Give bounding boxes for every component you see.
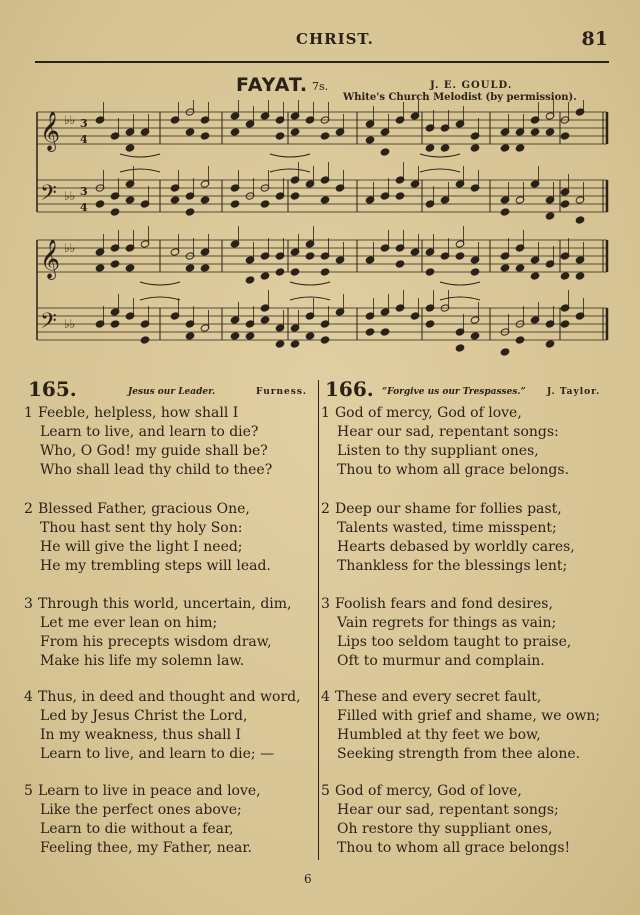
verse-text: God of mercy, God of love, bbox=[335, 405, 522, 421]
column-divider bbox=[318, 380, 319, 860]
stanza-number: 4 bbox=[321, 689, 330, 705]
svg-text:♭♭: ♭♭ bbox=[64, 189, 76, 203]
stanza-number: 2 bbox=[321, 501, 330, 517]
verse-text: In my weakness, thus shall I bbox=[40, 727, 242, 743]
verse-line bbox=[321, 404, 569, 423]
verse-text: From his precepts wisdom draw, bbox=[40, 634, 272, 650]
header-rule bbox=[35, 61, 609, 63]
verse-text: He my trembling steps will lead. bbox=[40, 558, 271, 574]
stanza-4 bbox=[24, 688, 301, 764]
verse-line bbox=[24, 595, 292, 614]
running-title: CHRIST. bbox=[296, 30, 374, 48]
verse-text: Who, O God! my guide shall be? bbox=[40, 443, 268, 459]
stanza-number: 3 bbox=[321, 596, 330, 612]
verse-line bbox=[24, 782, 261, 801]
hymn-number: 165. bbox=[28, 377, 77, 401]
stanza-3 bbox=[321, 595, 571, 671]
stanza-number: 1 bbox=[24, 405, 33, 421]
verse-line bbox=[321, 688, 600, 707]
verse-text: Learn to live, and learn to die; — bbox=[40, 746, 275, 762]
verse-line bbox=[321, 557, 575, 576]
verse-text: Foolish fears and fond desires, bbox=[335, 596, 553, 612]
hymn-header-166 bbox=[325, 377, 615, 401]
stanza-number: 3 bbox=[24, 596, 33, 612]
tune-source: White's Church Melodist (by permission). bbox=[343, 92, 577, 103]
verse-text: Deep our shame for follies past, bbox=[335, 501, 562, 517]
stanza-number: 4 bbox=[24, 689, 33, 705]
verse-text: Hearts debased by worldly cares, bbox=[337, 539, 575, 555]
verse-line bbox=[321, 839, 570, 858]
svg-text:𝄢: 𝄢 bbox=[40, 181, 57, 211]
tune-meter: 7s. bbox=[312, 80, 329, 93]
verse-line bbox=[24, 839, 261, 858]
verse-text: Lips too seldom taught to praise, bbox=[337, 634, 572, 650]
verse-line bbox=[24, 442, 272, 461]
verse-text: Listen to thy suppliant ones, bbox=[337, 443, 539, 459]
verse-line bbox=[24, 500, 271, 519]
svg-text:4: 4 bbox=[80, 133, 88, 146]
verse-line bbox=[24, 404, 272, 423]
page-number: 81 bbox=[581, 28, 608, 50]
verse-text: He will give the light I need; bbox=[40, 539, 243, 555]
verse-text: Humbled at thy feet we bow, bbox=[337, 727, 541, 743]
svg-text:𝄢: 𝄢 bbox=[40, 309, 57, 339]
verse-text: God of mercy, God of love, bbox=[335, 783, 522, 799]
stanza-1 bbox=[24, 404, 272, 480]
verse-line bbox=[321, 500, 575, 519]
verse-text: Oh restore thy suppliant ones, bbox=[337, 821, 553, 837]
verse-text: Hear our sad, repentant songs: bbox=[337, 424, 559, 440]
stanza-2 bbox=[321, 500, 575, 576]
hymn-title: Jesus our Leader. bbox=[128, 387, 216, 397]
verse-line bbox=[24, 614, 292, 633]
verse-line bbox=[24, 707, 301, 726]
stanza-number: 2 bbox=[24, 501, 33, 517]
svg-text:4: 4 bbox=[80, 201, 88, 214]
verse-text: Seeking strength from thee alone. bbox=[337, 746, 581, 762]
verse-line bbox=[24, 633, 292, 652]
verse-text: Through this world, uncertain, dim, bbox=[38, 596, 292, 612]
stanza-5 bbox=[321, 782, 570, 858]
stanza-1 bbox=[321, 404, 569, 480]
verse-line bbox=[321, 519, 575, 538]
verse-line bbox=[24, 726, 301, 745]
signature-mark: 6 bbox=[304, 872, 312, 886]
music-score bbox=[0, 100, 640, 362]
svg-text:𝄞: 𝄞 bbox=[40, 111, 61, 151]
svg-text:3: 3 bbox=[80, 117, 88, 130]
verse-line bbox=[24, 820, 261, 839]
verse-text: Thou hast sent thy holy Son: bbox=[40, 520, 243, 536]
hymn-author: Furness. bbox=[256, 387, 308, 397]
verse-line bbox=[321, 707, 600, 726]
verse-line bbox=[321, 538, 575, 557]
svg-text:𝄞: 𝄞 bbox=[40, 239, 61, 279]
verse-line bbox=[321, 442, 569, 461]
verse-line bbox=[24, 557, 271, 576]
hymn-author: J. Taylor. bbox=[547, 387, 601, 397]
verse-line bbox=[24, 688, 301, 707]
verse-text: Make his life my solemn law. bbox=[40, 653, 245, 669]
running-head bbox=[0, 30, 640, 52]
verse-text: Thou to whom all grace belongs. bbox=[337, 462, 570, 478]
tune-composer: J. E. GOULD. bbox=[430, 80, 513, 91]
tune-name: FAYAT. bbox=[236, 74, 309, 96]
verse-line bbox=[321, 461, 569, 480]
verse-line bbox=[321, 633, 571, 652]
verse-line bbox=[321, 595, 571, 614]
hymn-title: “Forgive us our Trespasses.” bbox=[382, 387, 526, 397]
verse-text: Learn to live, and learn to die? bbox=[40, 424, 259, 440]
verse-line bbox=[24, 461, 272, 480]
verse-line bbox=[321, 423, 569, 442]
stanza-number: 5 bbox=[321, 783, 330, 799]
stanza-number: 5 bbox=[24, 783, 33, 799]
verse-text: Let me ever lean on him; bbox=[40, 615, 218, 631]
stanza-4 bbox=[321, 688, 600, 764]
verse-text: Thus, in deed and thought and word, bbox=[38, 689, 301, 705]
verse-line bbox=[24, 652, 292, 671]
stanza-2 bbox=[24, 500, 271, 576]
svg-text:♭♭: ♭♭ bbox=[64, 113, 76, 127]
verse-text: Oft to murmur and complain. bbox=[337, 653, 545, 669]
verse-line bbox=[24, 519, 271, 538]
verse-line bbox=[24, 538, 271, 557]
verse-text: Talents wasted, time misspent; bbox=[337, 520, 557, 536]
verse-line bbox=[321, 820, 570, 839]
stanza-3 bbox=[24, 595, 292, 671]
verse-text: Filled with grief and shame, we own; bbox=[337, 708, 601, 724]
verse-text: Feeble, helpless, how shall I bbox=[38, 405, 239, 421]
verse-text: Feeling thee, my Father, near. bbox=[40, 840, 252, 856]
verse-text: Blessed Father, gracious One, bbox=[38, 501, 250, 517]
verse-text: Like the perfect ones above; bbox=[40, 802, 242, 818]
verse-line bbox=[24, 801, 261, 820]
stanza-number: 1 bbox=[321, 405, 330, 421]
svg-text:♭♭: ♭♭ bbox=[64, 241, 76, 255]
hymn-header-165 bbox=[28, 377, 318, 401]
svg-text:♭♭: ♭♭ bbox=[64, 317, 76, 331]
verse-line bbox=[321, 726, 600, 745]
verse-text: Thankless for the blessings lent; bbox=[337, 558, 568, 574]
hymn-number: 166. bbox=[325, 377, 374, 401]
verse-text: Learn to die without a fear, bbox=[40, 821, 234, 837]
verse-line bbox=[321, 614, 571, 633]
verse-line bbox=[321, 782, 570, 801]
verse-text: Learn to live in peace and love, bbox=[38, 783, 261, 799]
verse-text: Who shall lead thy child to thee? bbox=[40, 462, 273, 478]
verse-text: These and every secret fault, bbox=[335, 689, 542, 705]
verse-line bbox=[321, 652, 571, 671]
svg-text:3: 3 bbox=[80, 185, 88, 198]
stanza-5 bbox=[24, 782, 261, 858]
verse-line bbox=[24, 745, 301, 764]
verse-text: Thou to whom all grace belongs! bbox=[337, 840, 571, 856]
verse-line bbox=[321, 801, 570, 820]
verse-text: Hear our sad, repentant songs; bbox=[337, 802, 559, 818]
verse-line bbox=[24, 423, 272, 442]
verse-text: Led by Jesus Christ the Lord, bbox=[40, 708, 248, 724]
verse-line bbox=[321, 745, 600, 764]
verse-text: Vain regrets for things as vain; bbox=[337, 615, 557, 631]
